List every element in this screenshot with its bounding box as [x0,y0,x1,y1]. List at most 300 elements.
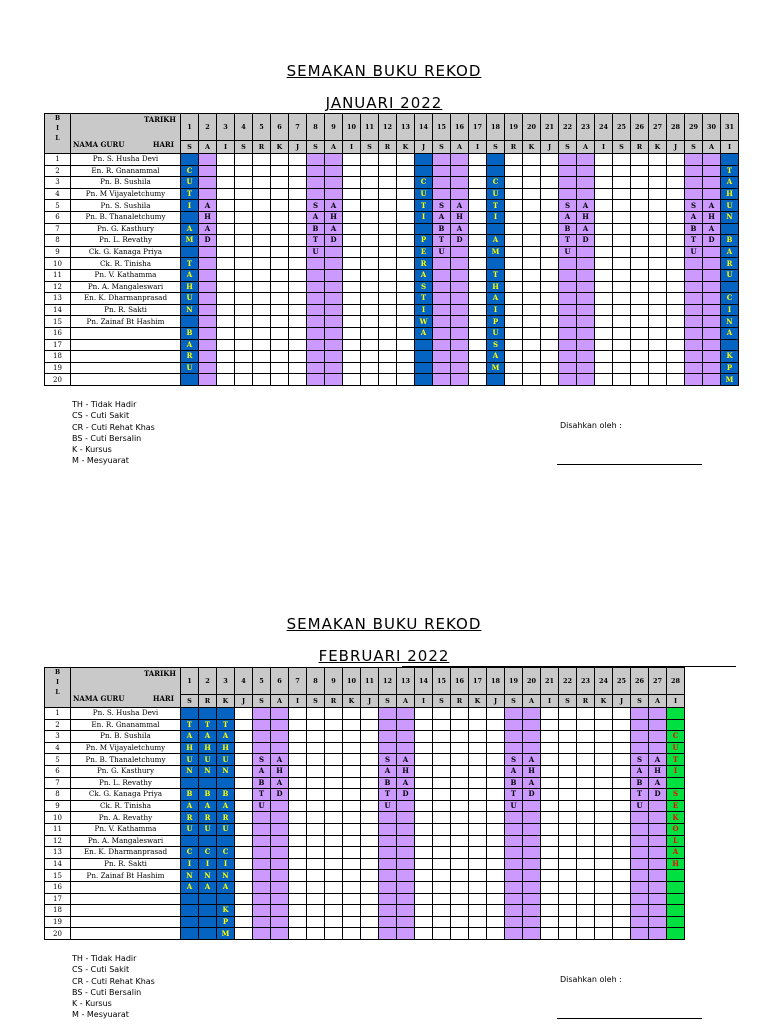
day-cell [559,870,577,882]
day-cell: N [199,870,217,882]
day-cell [433,351,451,363]
day-cell: U [199,823,217,835]
day-cell [505,165,523,177]
day-cell [397,708,415,720]
day-cell [577,835,595,847]
day-cell [559,731,577,743]
date-header: 9 [325,114,343,141]
row-number: 19 [45,362,71,374]
day-cell: T [631,789,649,801]
record-table-januari [44,113,739,386]
day-cell [361,823,379,835]
date-header: 7 [289,668,307,695]
table-row [45,235,739,247]
day-cell [289,777,307,789]
date-header: 10 [343,668,361,695]
day-cell [343,293,361,305]
day-cell [343,823,361,835]
day-cell [343,742,361,754]
day-cell [649,742,667,754]
day-cell [379,154,397,166]
day-cell [667,235,685,247]
day-cell [271,742,289,754]
teacher-name: Ck. G. Kanaga Priya [71,789,181,801]
day-cell [253,928,271,940]
day-cell [469,339,487,351]
day-cell: N [181,304,199,316]
day-cell [613,327,631,339]
day-cell: A [559,211,577,223]
day-cell [613,708,631,720]
day-cell [271,800,289,812]
day-cell [343,188,361,200]
date-header: 25 [613,114,631,141]
day-cell [667,304,685,316]
table-row [45,765,685,777]
row-number: 20 [45,928,71,940]
day-cell [343,281,361,293]
day-header: K [469,695,487,708]
day-cell [433,269,451,281]
day-cell [505,281,523,293]
day-cell [433,893,451,905]
table-row [45,269,739,281]
day-cell [523,327,541,339]
day-cell [595,362,613,374]
day-cell: W [415,316,433,328]
day-cell [469,374,487,386]
teacher-name: Pn. A. Revathy [71,812,181,824]
legend-1 [72,399,155,467]
day-cell [397,165,415,177]
day-header: K [343,695,361,708]
day-cell [235,928,253,940]
day-cell [451,362,469,374]
header-row-dates [45,668,685,695]
day-cell [487,916,505,928]
day-cell [289,362,307,374]
day-cell [631,281,649,293]
day-cell [397,339,415,351]
day-cell [613,200,631,212]
row-number: 17 [45,893,71,905]
day-cell [595,777,613,789]
day-cell [559,847,577,859]
day-cell: U [199,754,217,766]
row-number: 1 [45,708,71,720]
day-cell: H [703,211,721,223]
day-cell [577,823,595,835]
day-cell [397,870,415,882]
day-cell: A [181,269,199,281]
day-cell [541,223,559,235]
date-header: 26 [631,668,649,695]
teacher-name: Pn. S. Husha Devi [71,154,181,166]
day-cell [469,177,487,189]
day-cell: T [505,789,523,801]
day-cell [253,154,271,166]
day-cell [631,351,649,363]
day-cell [613,281,631,293]
day-cell [397,211,415,223]
date-header: 17 [469,668,487,695]
day-cell [433,731,451,743]
day-cell [289,754,307,766]
date-header: 12 [379,668,397,695]
day-cell [271,211,289,223]
day-cell [289,789,307,801]
table-row [45,812,685,824]
day-cell [577,269,595,281]
day-cell: C [721,293,739,305]
day-cell [649,223,667,235]
day-cell [649,165,667,177]
day-cell [271,916,289,928]
day-cell [217,281,235,293]
day-cell [307,847,325,859]
day-cell [307,789,325,801]
day-cell [469,858,487,870]
day-cell [307,742,325,754]
day-cell: N [181,870,199,882]
day-cell [307,293,325,305]
day-cell [649,281,667,293]
date-header: 12 [379,114,397,141]
table-row [45,754,685,766]
day-header: S [307,141,325,154]
day-cell [307,304,325,316]
tarikh-label: TARIKH [143,669,176,678]
day-cell [703,316,721,328]
day-cell [343,235,361,247]
day-cell [505,351,523,363]
day-cell [649,246,667,258]
day-cell [649,200,667,212]
day-cell [541,881,559,893]
day-cell [217,177,235,189]
day-cell: H [523,765,541,777]
day-cell: R [199,812,217,824]
day-cell [271,269,289,281]
day-cell [343,835,361,847]
day-cell [595,200,613,212]
day-cell [451,847,469,859]
day-cell [271,327,289,339]
day-cell [631,905,649,917]
day-cell [541,835,559,847]
day-cell [217,235,235,247]
day-cell [685,339,703,351]
day-cell [361,327,379,339]
teacher-name: Pn. S. Husha Devi [71,708,181,720]
table-row [45,165,739,177]
day-cell [343,304,361,316]
day-cell [397,327,415,339]
day-cell: A [199,881,217,893]
date-header: 23 [577,668,595,695]
day-cell [361,928,379,940]
day-header: S [487,141,505,154]
day-cell [217,362,235,374]
day-header: A [271,695,289,708]
month-title-1: JANUARI 2022 [325,94,443,112]
date-header: 4 [235,114,253,141]
header-row-dates [45,114,739,141]
day-cell: U [181,823,199,835]
day-cell [433,777,451,789]
day-cell [343,200,361,212]
day-cell [541,281,559,293]
day-cell [415,777,433,789]
day-cell [415,754,433,766]
day-cell [667,719,685,731]
day-cell [559,928,577,940]
day-cell [541,154,559,166]
day-cell [667,223,685,235]
day-header: S [613,141,631,154]
day-cell [343,258,361,270]
day-cell [721,339,739,351]
day-cell [289,177,307,189]
day-cell [613,905,631,917]
day-cell: B [721,235,739,247]
day-cell [577,858,595,870]
legend-item: CS - Cuti Sakit [72,411,130,421]
day-cell [271,188,289,200]
day-cell: A [181,881,199,893]
table-row [45,188,739,200]
date-header: 23 [577,114,595,141]
day-cell [325,847,343,859]
day-cell [397,823,415,835]
day-cell: A [271,754,289,766]
day-cell [577,812,595,824]
day-cell [325,858,343,870]
day-cell [631,177,649,189]
day-cell [289,881,307,893]
day-cell [595,812,613,824]
legend-item: M - Mesyuarat [72,1010,129,1020]
day-cell [415,351,433,363]
row-number: 8 [45,235,71,247]
day-cell: U [667,742,685,754]
day-cell [667,881,685,893]
day-cell [235,223,253,235]
day-cell [469,765,487,777]
day-cell [289,708,307,720]
day-cell: T [559,235,577,247]
day-cell [523,916,541,928]
day-cell [253,165,271,177]
tarikh-header [71,114,181,154]
day-cell [289,812,307,824]
date-header: 18 [487,114,505,141]
day-cell [559,777,577,789]
day-cell: T [487,269,505,281]
day-cell [703,246,721,258]
day-cell [181,777,199,789]
day-header: S [685,141,703,154]
day-cell [595,893,613,905]
day-cell [667,905,685,917]
day-cell [451,293,469,305]
date-header: 3 [217,114,235,141]
day-cell [217,188,235,200]
day-cell: S [415,281,433,293]
day-cell [559,327,577,339]
row-number: 3 [45,177,71,189]
day-cell [289,246,307,258]
day-cell [469,777,487,789]
day-cell [613,269,631,281]
day-cell [631,269,649,281]
day-cell [271,881,289,893]
day-cell: A [487,351,505,363]
legend-item: K - Kursus [72,999,112,1009]
day-cell [307,823,325,835]
day-cell: S [505,754,523,766]
day-cell [415,719,433,731]
date-header: 26 [631,114,649,141]
day-cell [271,339,289,351]
day-cell [325,777,343,789]
day-cell: U [253,800,271,812]
row-number: 15 [45,316,71,328]
day-cell [325,742,343,754]
day-cell [379,916,397,928]
day-cell: N [217,765,235,777]
day-cell [541,211,559,223]
day-cell [613,847,631,859]
day-cell [289,870,307,882]
day-cell [253,339,271,351]
day-cell [631,211,649,223]
day-cell [451,858,469,870]
date-header: 8 [307,668,325,695]
day-cell [415,339,433,351]
day-cell [379,223,397,235]
day-cell: S [559,200,577,212]
teacher-name: Pn. B. Sushila [71,177,181,189]
day-cell [361,223,379,235]
day-cell [307,327,325,339]
day-cell [361,211,379,223]
day-cell: A [649,754,667,766]
day-cell [469,246,487,258]
day-cell: A [433,211,451,223]
day-header: R [379,141,397,154]
day-cell: B [253,777,271,789]
day-cell [397,835,415,847]
day-cell [487,374,505,386]
day-cell [649,339,667,351]
day-cell [559,789,577,801]
day-cell [343,246,361,258]
day-cell [361,765,379,777]
day-cell [325,708,343,720]
day-cell: E [667,800,685,812]
day-cell [595,754,613,766]
day-header: J [487,695,505,708]
day-cell [541,327,559,339]
day-cell [541,246,559,258]
day-cell [253,719,271,731]
day-cell [541,177,559,189]
day-cell [541,708,559,720]
date-header: 29 [685,114,703,141]
day-cell: N [217,870,235,882]
row-number: 1 [45,154,71,166]
day-cell [217,223,235,235]
day-cell [559,858,577,870]
day-cell: N [199,765,217,777]
day-cell [289,374,307,386]
day-cell [487,708,505,720]
day-cell [595,188,613,200]
day-cell [361,800,379,812]
hari-label: HARI [152,140,174,149]
day-cell [361,362,379,374]
day-cell [523,928,541,940]
day-cell [595,800,613,812]
day-cell: A [703,200,721,212]
day-cell [631,835,649,847]
day-cell [595,154,613,166]
day-cell [469,316,487,328]
day-cell [469,812,487,824]
day-cell: A [703,223,721,235]
day-cell [307,258,325,270]
day-header: A [649,695,667,708]
day-cell [451,765,469,777]
day-cell [199,928,217,940]
day-cell [559,916,577,928]
day-header: A [523,695,541,708]
day-cell [307,154,325,166]
day-cell [271,858,289,870]
day-cell: A [649,777,667,789]
day-cell [325,293,343,305]
date-header: 20 [523,114,541,141]
day-cell [487,754,505,766]
day-cell [343,754,361,766]
day-cell [523,905,541,917]
day-cell [559,362,577,374]
day-cell [649,211,667,223]
day-cell [433,812,451,824]
day-cell [271,812,289,824]
date-header: 22 [559,114,577,141]
day-header: S [505,695,523,708]
day-cell [397,235,415,247]
date-header: 25 [613,668,631,695]
row-number: 9 [45,800,71,812]
day-cell [433,800,451,812]
day-cell: T [415,200,433,212]
day-cell [379,188,397,200]
day-cell [181,928,199,940]
day-header: A [397,695,415,708]
table-row [45,177,739,189]
day-cell [559,835,577,847]
day-cell [397,258,415,270]
day-cell [577,800,595,812]
day-cell [361,316,379,328]
day-cell: S [307,200,325,212]
day-cell [595,765,613,777]
day-cell [451,281,469,293]
day-cell [199,893,217,905]
